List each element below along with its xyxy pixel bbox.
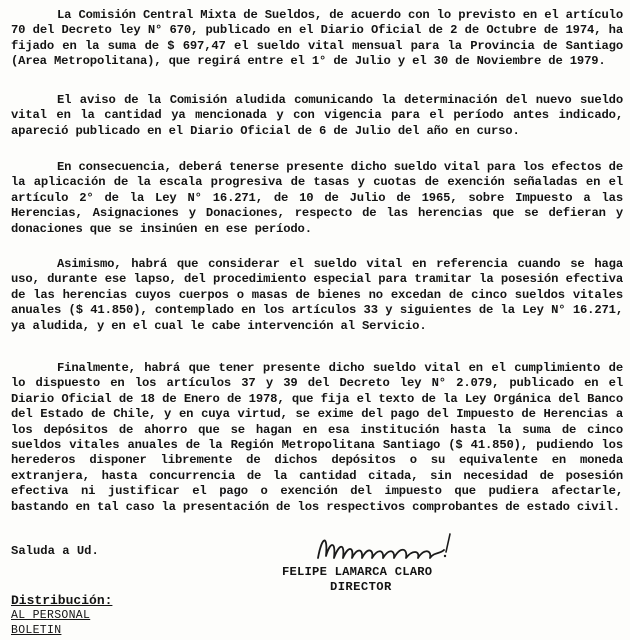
distribution-item: AL PERSONAL — [11, 609, 91, 622]
signer-name: FELIPE LAMARCA CLARO — [282, 565, 433, 579]
paragraph-4: Asimismo, habrá que considerar el sueldo vital en referencia cuando se haga uso, durante ese lapso, del procedimiento especial para tramitar la posesión efectiva de las herencias cuyos cuerpos o masas de bienes no excedan de cinco sueldos vitales anuales ($ 41.850), contemplado en los artículos 33 y siguientes de la Ley N° 16.271, ya aludida, y en el cual le cabe intervención al Servicio. — [11, 257, 623, 333]
paragraph-1: La Comisión Central Mixta de Sueldos, de acuerdo con lo previsto en el artículo 70 del Decreto ley N° 670, publicado en el Diario Oficial de 2 de Octubre de 1974, ha fijado en la suma de $ 697,47 el sueldo vital mensual para la Provincia de Santiago (Area Metropolitana), que regirá entre el 1° de Julio y el 30 de Noviembre de 1979. — [11, 8, 623, 69]
paragraph-2: El aviso de la Comisión aludida comunicando la determinación del nuevo sueldo vital en la cantidad ya mencionada y con vigencia para el período antes indicado, apareció publicado en el Diario Oficial de 6 de Julio del año en curso. — [11, 93, 623, 138]
closing-salutation: Saluda a Ud. — [11, 544, 99, 558]
distribution-item: BOLETIN — [11, 624, 62, 637]
signer-title: DIRECTOR — [330, 580, 392, 594]
handwritten-signature — [312, 528, 472, 568]
paragraph-5: Finalmente, habrá que tener presente dicho sueldo vital en el cumplimiento de lo dispuesto en los artículos 37 y 39 del Decreto ley N° 2.079, publicado en el Diario Oficial de 18 de Enero de 1978, que fija el texto de la Ley Orgánica del Banco del Estado de Chile, y en cuya virtud, se exime del pago del Impuesto de Herencias a los depósitos de ahorro que se hagan en esa institución hasta la suma de cinco sueldos vitales anuales de la Región Metropolitana Santiago ($ 41.850), pudiendo los herederos disponer libremente de dichos depósitos o su equivalente en moneda extranjera, hasta concurrencia de la cantidad citada, sin necesidad de posesión efectiva ni justificar el pago o exención del impuesto que pudiera afectarle, bastando en tal caso la presentación de los respectivos comprobantes de estado civil. — [11, 361, 623, 514]
distribution-title: Distribución: — [11, 593, 113, 608]
paragraph-3: En consecuencia, deberá tenerse presente dicho sueldo vital para los efectos de la aplicación de la escala progresiva de tasas y cuotas de exención señaladas en el artículo 2° de la Ley N° 16.271, de 10 de Julio de 1965, sobre Impuesto a las Herencias, Asignaciones y Donaciones, respecto de las herencias que se defieran y donaciones que se insinúen en ese período. — [11, 160, 623, 236]
